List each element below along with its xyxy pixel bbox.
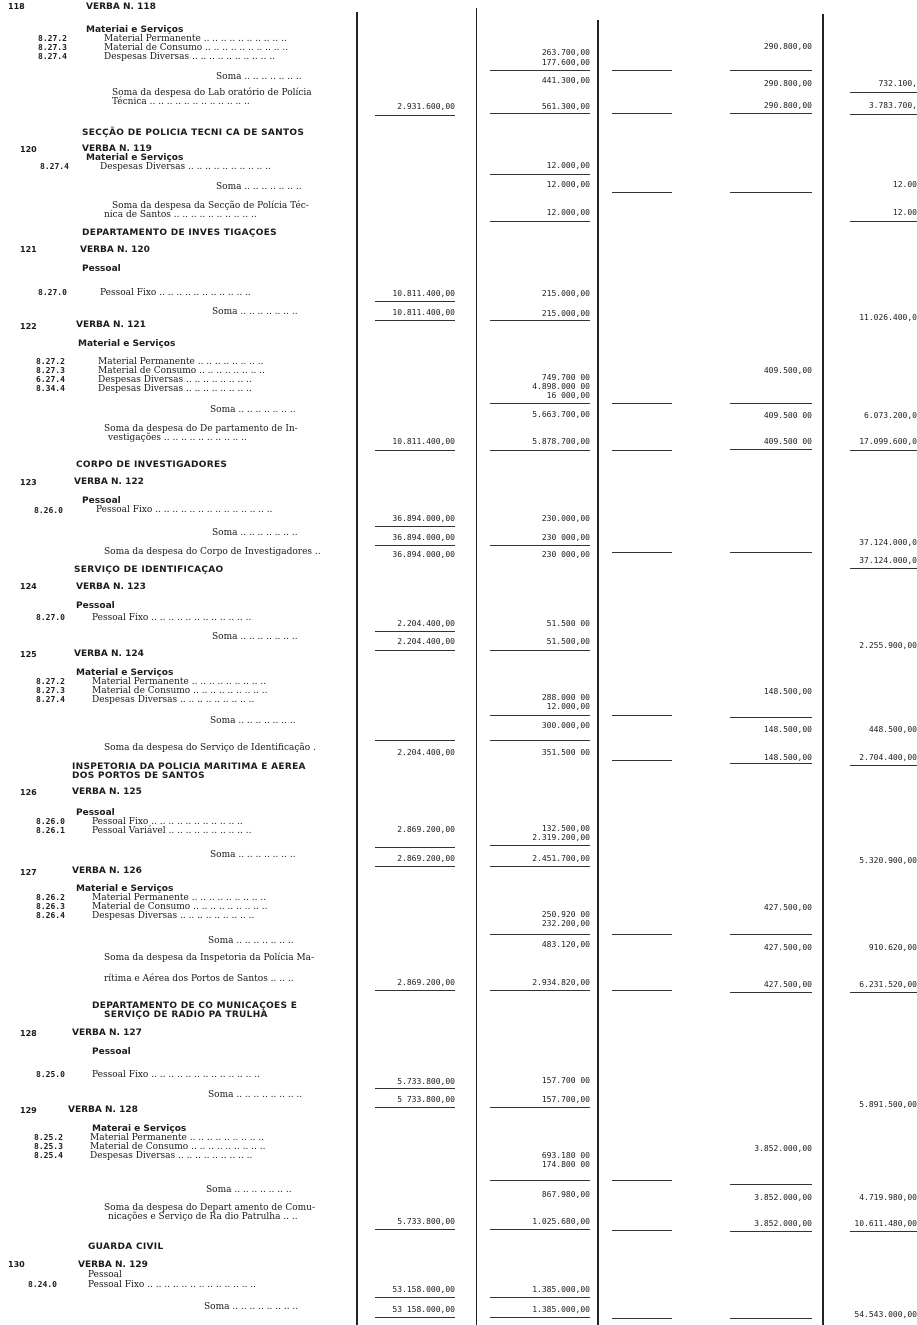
sum-rule: [490, 450, 590, 451]
section-heading: SERVIÇO DE RADIO PA TRULHA: [104, 1010, 268, 1020]
account-code: 8.27.0: [36, 613, 65, 622]
amount-cell: 148.500,00: [763, 687, 812, 696]
sum-rule: [490, 990, 590, 991]
text-line: rítima e Aérea dos Portos de Santos .. .. ..: [104, 974, 294, 984]
text-line: Pessoal Fixo .. .. .. .. .. .. .. .. .. .. ..: [92, 817, 243, 827]
amount-cell: 2.204.400,00: [397, 637, 455, 646]
amount-cell: 300.000,00: [541, 721, 590, 730]
amount-cell: 12.000,00: [546, 161, 590, 170]
amount-cell: 2.204.400,00: [397, 748, 455, 757]
account-code: 8.24.0: [28, 1280, 57, 1289]
amount-cell: 427.500,00: [763, 980, 812, 989]
amount-cell: 4.719.980,00: [859, 1193, 917, 1202]
sum-rule: [612, 1180, 672, 1181]
amount-cell: 2.931.600,00: [397, 102, 455, 111]
text-line: Soma .. .. .. .. .. .. .. ..: [204, 1302, 299, 1312]
account-code: 8.27.2: [36, 357, 65, 366]
sum-rule: [490, 70, 590, 71]
amount-cell: 3.783.700,: [868, 101, 917, 110]
amount-cell: 3.852.000,00: [754, 1193, 812, 1202]
amount-cell: 37.124.000,0: [859, 538, 917, 547]
amount-cell: 290.800,00: [763, 101, 812, 110]
text-line: Material de Consumo .. .. .. .. .. .. .. .. ..: [92, 902, 268, 912]
amount-cell: 263.700,00: [541, 48, 590, 57]
sum-rule: [375, 1297, 455, 1298]
amount-cell: 2.934.820,00: [532, 978, 590, 987]
sum-rule: [375, 1229, 455, 1230]
sum-rule: [730, 403, 812, 404]
sum-rule: [490, 845, 590, 846]
amount-cell: 441.300,00: [541, 76, 590, 85]
text-line: Pessoal: [88, 1270, 122, 1280]
text-line: Soma .. .. .. .. .. .. ..: [212, 632, 298, 642]
text-line: Despesas Diversas .. .. .. .. .. .. .. .. ..: [92, 695, 255, 705]
text-line: Soma .. .. .. .. .. .. ..: [206, 1185, 292, 1195]
amount-cell: 290.800,00: [763, 42, 812, 51]
text-line: Material de Consumo .. .. .. .. .. .. .. .. ..: [90, 1142, 266, 1152]
amount-cell: 12.000,00: [546, 180, 590, 189]
amount-cell: 1.025.680,00: [532, 1217, 590, 1226]
account-code: 8.34.4: [36, 384, 65, 393]
sum-rule: [612, 552, 672, 553]
amount-cell: 10.811.400,00: [392, 308, 455, 317]
text-line: Soma .. .. .. .. .. .. .. ..: [208, 1090, 303, 1100]
amount-cell: 5.733.800,00: [397, 1217, 455, 1226]
sum-rule: [490, 715, 590, 716]
amount-cell: 483.120,00: [541, 940, 590, 949]
verba-heading: Material e Serviços: [76, 884, 174, 894]
verba-heading: Material e Serviços: [76, 668, 174, 678]
line-marker: 118: [8, 2, 25, 11]
sum-rule: [375, 1317, 455, 1318]
sum-rule: [730, 1184, 812, 1185]
amount-cell: 17.099.600,0: [859, 437, 917, 446]
amount-cell: 561.300,00: [541, 102, 590, 111]
sum-rule: [375, 450, 455, 451]
amount-cell: 37.124.000,0: [859, 556, 917, 565]
amount-cell: 5.891.500,00: [859, 1100, 917, 1109]
sum-rule: [490, 221, 590, 222]
section-heading: SECÇÃO DE POLICIA TECNI CA DE SANTOS: [82, 128, 305, 138]
text-line: Despesas Diversas .. .. .. .. .. .. .. .. ..: [92, 911, 255, 921]
sum-rule: [490, 1229, 590, 1230]
sum-rule: [850, 92, 917, 93]
text-line: Soma da despesa do Lab oratório de Polícia: [112, 88, 312, 98]
amount-cell: 448.500,00: [868, 725, 917, 734]
sum-rule: [612, 990, 672, 991]
verba-heading: VERBA N. 127: [72, 1028, 142, 1038]
amount-cell: 148.500,00: [763, 725, 812, 734]
amount-cell: 157.700 00: [541, 1076, 590, 1085]
verba-heading: VERBA N. 122: [74, 477, 144, 487]
sum-rule: [730, 1318, 812, 1319]
sum-rule: [612, 1230, 672, 1231]
sum-rule: [375, 1107, 455, 1108]
amount-cell: 290.800,00: [763, 79, 812, 88]
amount-cell: 12.000,00: [546, 208, 590, 217]
text-line: Despesas Diversas .. .. .. .. .. .. .. ..: [98, 384, 252, 394]
sum-rule: [730, 552, 812, 553]
amount-cell: 157.700,00: [541, 1095, 590, 1104]
amount-cell: 53.158.000,00: [392, 1285, 455, 1294]
text-line: Pessoal Fixo .. .. .. .. .. .. .. .. .. .. ..: [100, 288, 251, 298]
sum-rule: [375, 847, 455, 848]
sum-rule: [375, 650, 455, 651]
section-heading: INSPETORIA DA POLICIA MARITIMA E AEREA: [72, 762, 306, 772]
account-code: 8.26.3: [36, 902, 65, 911]
verba-heading: Materiai e Serviços: [86, 25, 184, 35]
text-line: Despesas Diversas .. .. .. .. .. .. .. .. ..: [90, 1151, 253, 1161]
verba-heading: Material e Serviços: [78, 339, 176, 349]
column-rule: [822, 14, 824, 1325]
line-marker: 130: [8, 1260, 25, 1269]
text-line: Material Permanente .. .. .. .. .. .. .. .. ..: [92, 677, 267, 687]
amount-cell: 177.600,00: [541, 58, 590, 67]
amount-cell: 4.898.000 00: [532, 382, 590, 391]
amount-cell: 5 733.800,00: [397, 1095, 455, 1104]
column-rule: [476, 8, 477, 1325]
account-code: 8.27.3: [36, 686, 65, 695]
sum-rule: [375, 301, 455, 302]
line-marker: 126: [20, 788, 37, 797]
sum-rule: [375, 1088, 455, 1089]
sum-rule: [490, 1107, 590, 1108]
section-heading: GUARDA CIVIL: [88, 1242, 164, 1252]
amount-cell: 230 000,00: [541, 550, 590, 559]
text-line: Soma .. .. .. .. .. .. ..: [212, 307, 298, 317]
text-line: Pessoal Fixo .. .. .. .. .. .. .. .. .. .. .. .. .. ..: [96, 505, 273, 515]
sum-rule: [850, 1231, 917, 1232]
amount-cell: 5.878.700,00: [532, 437, 590, 446]
text-line: Técnica .. .. .. .. .. .. .. .. .. .. .. ..: [112, 97, 250, 107]
amount-cell: 749.700 00: [541, 373, 590, 382]
text-line: Material de Consumo .. .. .. .. .. .. .. ..: [98, 366, 265, 376]
amount-cell: 215.000,00: [541, 309, 590, 318]
amount-cell: 10.811.400,00: [392, 437, 455, 446]
text-line: Soma da despesa do Depart amento de Comu-: [104, 1203, 316, 1213]
sum-rule: [612, 934, 672, 935]
verba-heading: VERBA N. 124: [74, 649, 144, 659]
amount-cell: 12.000,00: [546, 702, 590, 711]
text-line: Pessoal Fixo .. .. .. .. .. .. .. .. .. .. .. .. ..: [92, 1070, 260, 1080]
section-heading: DEPARTAMENTO DE CO MUNICAÇOES E: [92, 1001, 298, 1011]
amount-cell: 6.231.520,00: [859, 980, 917, 989]
amount-cell: 215.000,00: [541, 289, 590, 298]
amount-cell: 2.869.200,00: [397, 825, 455, 834]
account-code: 8.26.0: [34, 506, 63, 515]
verba-heading: Material e Serviços: [86, 153, 184, 163]
text-line: Soma .. .. .. .. .. .. ..: [212, 528, 298, 538]
sum-rule: [490, 1297, 590, 1298]
amount-cell: 3.852.000,00: [754, 1144, 812, 1153]
text-line: Material de Consumo .. .. .. .. .. .. .. .. ..: [92, 686, 268, 696]
account-code: 6.27.4: [36, 375, 65, 384]
sum-rule: [612, 403, 672, 404]
sum-rule: [490, 403, 590, 404]
verba-heading: VERBA N. 125: [72, 787, 142, 797]
sum-rule: [730, 763, 812, 764]
amount-cell: 427.500,00: [763, 943, 812, 952]
amount-cell: 2.869.200,00: [397, 854, 455, 863]
verba-heading: Pessoal: [82, 264, 121, 274]
amount-cell: 2.255.900,00: [859, 641, 917, 650]
sum-rule: [490, 866, 590, 867]
amount-cell: 10.611.480,00: [854, 1219, 917, 1228]
amount-cell: 5.663.700,00: [532, 410, 590, 419]
account-code: 8.25.0: [36, 1070, 65, 1079]
amount-cell: 910.620,00: [868, 943, 917, 952]
amount-cell: 1.385.000,00: [532, 1285, 590, 1294]
amount-cell: 5.320.900,00: [859, 856, 917, 865]
text-line: Soma .. .. .. .. .. .. ..: [216, 182, 302, 192]
account-code: 8.26.2: [36, 893, 65, 902]
amount-cell: 2.704.400,00: [859, 753, 917, 762]
text-line: Soma .. .. .. .. .. .. ..: [210, 716, 296, 726]
line-marker: 128: [20, 1029, 37, 1038]
amount-cell: 36.894.000,00: [392, 514, 455, 523]
account-code: 8.25.4: [34, 1151, 63, 1160]
amount-cell: 732.100,: [878, 79, 917, 88]
amount-cell: 232.200,00: [541, 919, 590, 928]
line-marker: 125: [20, 650, 37, 659]
text-line: vestigações .. .. .. .. .. .. .. .. .. ..: [108, 433, 247, 443]
text-line: Pessoal Variável .. .. .. .. .. .. .. .. .. ..: [92, 826, 252, 836]
verba-heading: VERBA N. 126: [72, 866, 142, 876]
text-line: Soma da despesa do Serviço de Identificação .: [104, 743, 316, 753]
sum-rule: [375, 631, 455, 632]
sum-rule: [612, 450, 672, 451]
sum-rule: [730, 70, 812, 71]
text-line: nicações e Serviço de Ra dio Patrulha .. ..: [108, 1212, 298, 1222]
account-code: 8.27.0: [38, 288, 67, 297]
verba-heading: Materai e Serviços: [92, 1124, 187, 1134]
account-code: 8.27.2: [38, 34, 67, 43]
verba-heading: VERBA N. 129: [78, 1260, 148, 1270]
sum-rule: [730, 192, 812, 193]
amount-cell: 36.894.000,00: [392, 550, 455, 559]
sum-rule: [612, 70, 672, 71]
sum-rule: [490, 174, 590, 175]
sum-rule: [490, 1180, 590, 1181]
sum-rule: [850, 114, 917, 115]
text-line: Pessoal Fixo .. .. .. .. .. .. .. .. .. .. .. ..: [92, 613, 252, 623]
amount-cell: 409.500,00: [763, 366, 812, 375]
verba-heading: VERBA N. 128: [68, 1105, 138, 1115]
amount-cell: 11.026.400,0: [859, 313, 917, 322]
sum-rule: [612, 1318, 672, 1319]
sum-rule: [850, 992, 917, 993]
account-code: 8.27.3: [36, 366, 65, 375]
account-code: 8.27.4: [36, 695, 65, 704]
text-line: Despesas Diversas .. .. .. .. .. .. .. .. .. ..: [104, 52, 275, 62]
sum-rule: [375, 320, 455, 321]
amount-cell: 148.500,00: [763, 753, 812, 762]
amount-cell: 3.852.000,00: [754, 1219, 812, 1228]
sum-rule: [730, 717, 812, 718]
amount-cell: 351.500 00: [541, 748, 590, 757]
section-heading: DEPARTAMENTO DE INVES TIGAÇOES: [82, 228, 277, 238]
amount-cell: 174.800 00: [541, 1160, 590, 1169]
column-rule: [597, 20, 599, 1325]
section-heading: SERVIÇO DE IDENTIFICAÇAO: [74, 565, 224, 575]
amount-cell: 2.319.200,00: [532, 833, 590, 842]
amount-cell: 409.500 00: [763, 437, 812, 446]
sum-rule: [850, 765, 917, 766]
amount-cell: 693.180 00: [541, 1151, 590, 1160]
amount-cell: 427.500,00: [763, 903, 812, 912]
verba-heading: VERBA N. 120: [80, 245, 150, 255]
text-line: nica de Santos .. .. .. .. .. .. .. .. .. ..: [104, 210, 257, 220]
amount-cell: 867.980,00: [541, 1190, 590, 1199]
amount-cell: 1.385.000,00: [532, 1305, 590, 1314]
amount-cell: 6.073.200,0: [864, 411, 917, 420]
line-marker: 123: [20, 478, 37, 487]
sum-rule: [490, 740, 590, 741]
account-code: 8.25.2: [34, 1133, 63, 1142]
amount-cell: 250.920 00: [541, 910, 590, 919]
line-marker: 120: [20, 145, 37, 154]
sum-rule: [850, 568, 917, 569]
amount-cell: 12.00: [892, 208, 917, 217]
sum-rule: [490, 545, 590, 546]
text-line: Soma .. .. .. .. .. .. ..: [208, 936, 294, 946]
sum-rule: [375, 990, 455, 991]
text-line: Soma da despesa do De partamento de In-: [104, 424, 298, 434]
text-line: Material Permanente .. .. .. .. .. .. .. ..: [98, 357, 264, 367]
amount-cell: 230 000,00: [541, 533, 590, 542]
sum-rule: [490, 1317, 590, 1318]
account-code: 8.26.1: [36, 826, 65, 835]
account-code: 8.27.3: [38, 43, 67, 52]
amount-cell: 230.000,00: [541, 514, 590, 523]
text-line: Despesas Diversas .. .. .. .. .. .. .. ..: [98, 375, 252, 385]
account-code: 8.26.4: [36, 911, 65, 920]
sum-rule: [490, 934, 590, 935]
amount-cell: 54.543.000,00: [854, 1310, 917, 1319]
amount-cell: 53 158.000,00: [392, 1305, 455, 1314]
section-heading: CORPO DE INVESTIGADORES: [76, 460, 228, 470]
account-code: 8.26.0: [36, 817, 65, 826]
text-line: Material Permanente .. .. .. .. .. .. .. .. .. ..: [104, 34, 287, 44]
text-line: Soma da despesa da Secção de Polícia Téc-: [112, 201, 309, 211]
verba-heading: Pessoal: [76, 601, 115, 611]
line-marker: 127: [20, 868, 37, 877]
verba-heading: Pessoal: [76, 808, 115, 818]
amount-cell: 2.451.700,00: [532, 854, 590, 863]
account-code: 8.27.2: [36, 677, 65, 686]
sum-rule: [375, 740, 455, 741]
sum-rule: [490, 650, 590, 651]
sum-rule: [730, 992, 812, 993]
sum-rule: [850, 221, 917, 222]
sum-rule: [850, 450, 917, 451]
text-line: Material Permanente .. .. .. .. .. .. .. .. ..: [90, 1133, 265, 1143]
amount-cell: 409.500 00: [763, 411, 812, 420]
account-code: 8.27.4: [40, 162, 69, 171]
text-line: Soma .. .. .. .. .. .. ..: [216, 72, 302, 82]
sum-rule: [730, 449, 812, 450]
verba-heading: VERBA N. 118: [86, 2, 156, 12]
text-line: Soma da despesa do Corpo de Investigadores ..: [104, 547, 321, 557]
column-rule: [356, 12, 358, 1325]
sum-rule: [375, 545, 455, 546]
sum-rule: [375, 866, 455, 867]
text-line: Soma da despesa da Inspetoria da Polícia Ma-: [104, 953, 315, 963]
sum-rule: [612, 760, 672, 761]
amount-cell: 132.500,00: [541, 824, 590, 833]
amount-cell: 12.00: [892, 180, 917, 189]
line-marker: 129: [20, 1106, 37, 1115]
sum-rule: [612, 192, 672, 193]
account-code: 8.27.4: [38, 52, 67, 61]
amount-cell: 51.500,00: [546, 637, 590, 646]
text-line: Material Permanente .. .. .. .. .. .. .. .. ..: [92, 893, 267, 903]
sum-rule: [730, 934, 812, 935]
text-line: Pessoal Fixo .. .. .. .. .. .. .. .. .. .. .. .. ..: [88, 1280, 256, 1290]
text-line: Soma .. .. .. .. .. .. ..: [210, 405, 296, 415]
sum-rule: [490, 113, 590, 114]
text-line: Material de Consumo .. .. .. .. .. .. .. .. .. ..: [104, 43, 289, 53]
sum-rule: [730, 113, 812, 114]
section-heading: DOS PORTOS DE SANTOS: [72, 771, 205, 781]
line-marker: 122: [20, 322, 37, 331]
sum-rule: [375, 526, 455, 527]
verba-heading: Pessoal: [92, 1047, 131, 1057]
amount-cell: 51.500 00: [546, 619, 590, 628]
amount-cell: 16 000,00: [546, 391, 590, 400]
line-marker: 121: [20, 245, 37, 254]
amount-cell: 5.733.800,00: [397, 1077, 455, 1086]
sum-rule: [612, 715, 672, 716]
sum-rule: [490, 320, 590, 321]
text-line: Soma .. .. .. .. .. .. ..: [210, 850, 296, 860]
amount-cell: 36.894.000,00: [392, 533, 455, 542]
amount-cell: 2.204.400,00: [397, 619, 455, 628]
text-line: Despesas Diversas .. .. .. .. .. .. .. .. .. ..: [100, 162, 271, 172]
amount-cell: 2.869.200,00: [397, 978, 455, 987]
line-marker: 124: [20, 582, 37, 591]
amount-cell: 288.000 00: [541, 693, 590, 702]
amount-cell: 10.811.400,00: [392, 289, 455, 298]
sum-rule: [730, 1231, 812, 1232]
verba-heading: VERBA N. 119: [82, 144, 152, 154]
sum-rule: [612, 113, 672, 114]
verba-heading: VERBA N. 121: [76, 320, 146, 330]
verba-heading: VERBA N. 123: [76, 582, 146, 592]
sum-rule: [375, 115, 455, 116]
verba-heading: Pessoal: [82, 496, 121, 506]
account-code: 8.25.3: [34, 1142, 63, 1151]
